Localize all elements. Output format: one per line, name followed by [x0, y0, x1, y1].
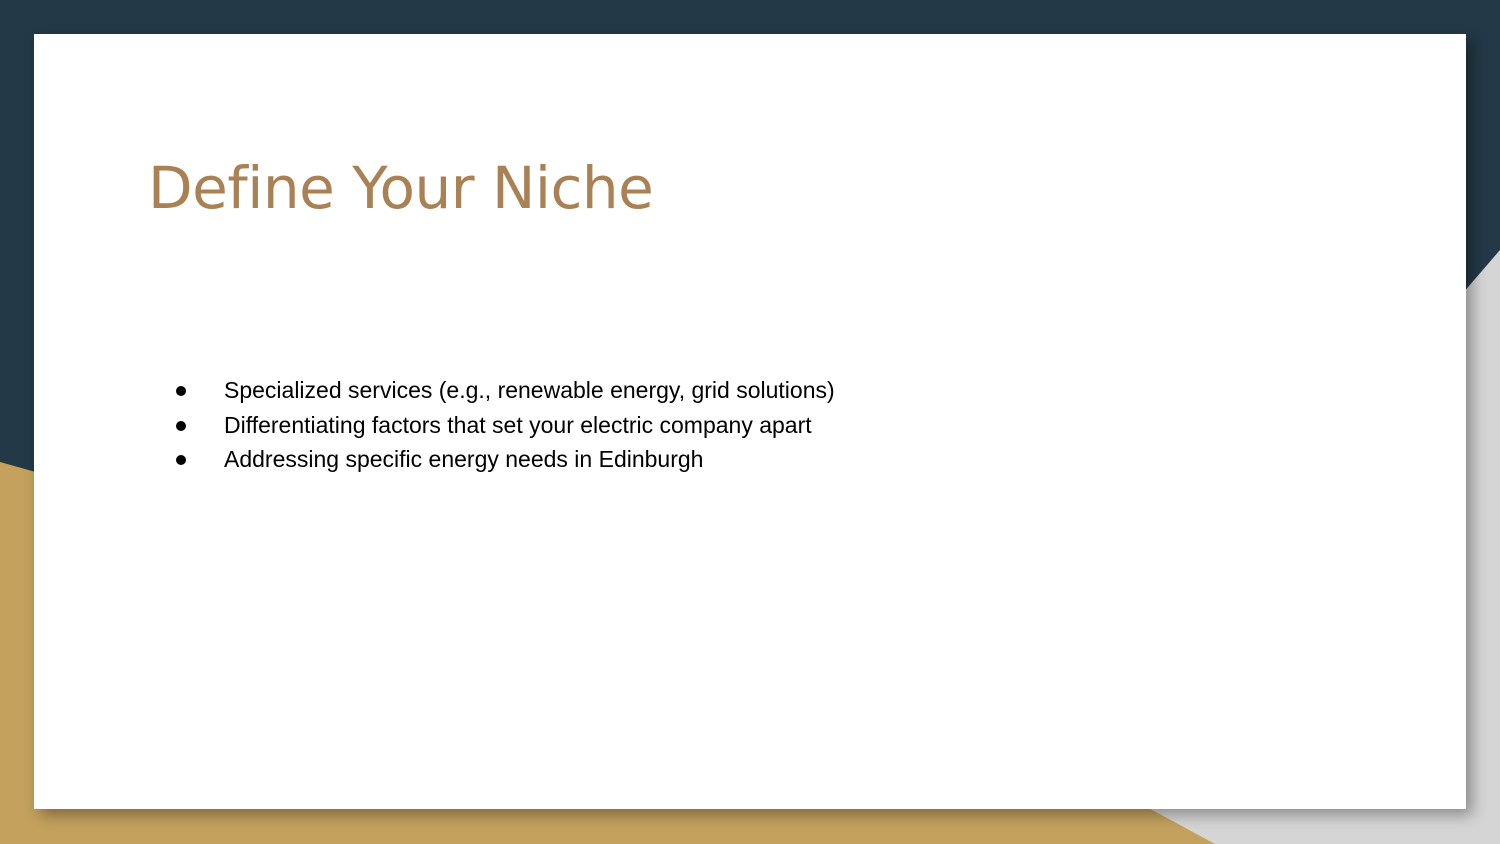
bullet-item	[172, 442, 835, 477]
slide-title: Define Your Niche	[148, 154, 654, 222]
bullet-text: Specialized services (e.g., renewable energy, grid solutions)	[224, 377, 835, 403]
bullet-text: Differentiating factors that set your electric company apart	[224, 411, 812, 438]
bullet-item	[172, 373, 835, 408]
bullet-icon	[176, 421, 186, 431]
bullet-icon	[176, 386, 186, 396]
bullet-text: Addressing specific energy needs in Edinburgh	[224, 446, 704, 472]
bullet-icon	[176, 455, 186, 465]
bullet-list	[172, 373, 835, 477]
bullet-item	[172, 408, 835, 443]
